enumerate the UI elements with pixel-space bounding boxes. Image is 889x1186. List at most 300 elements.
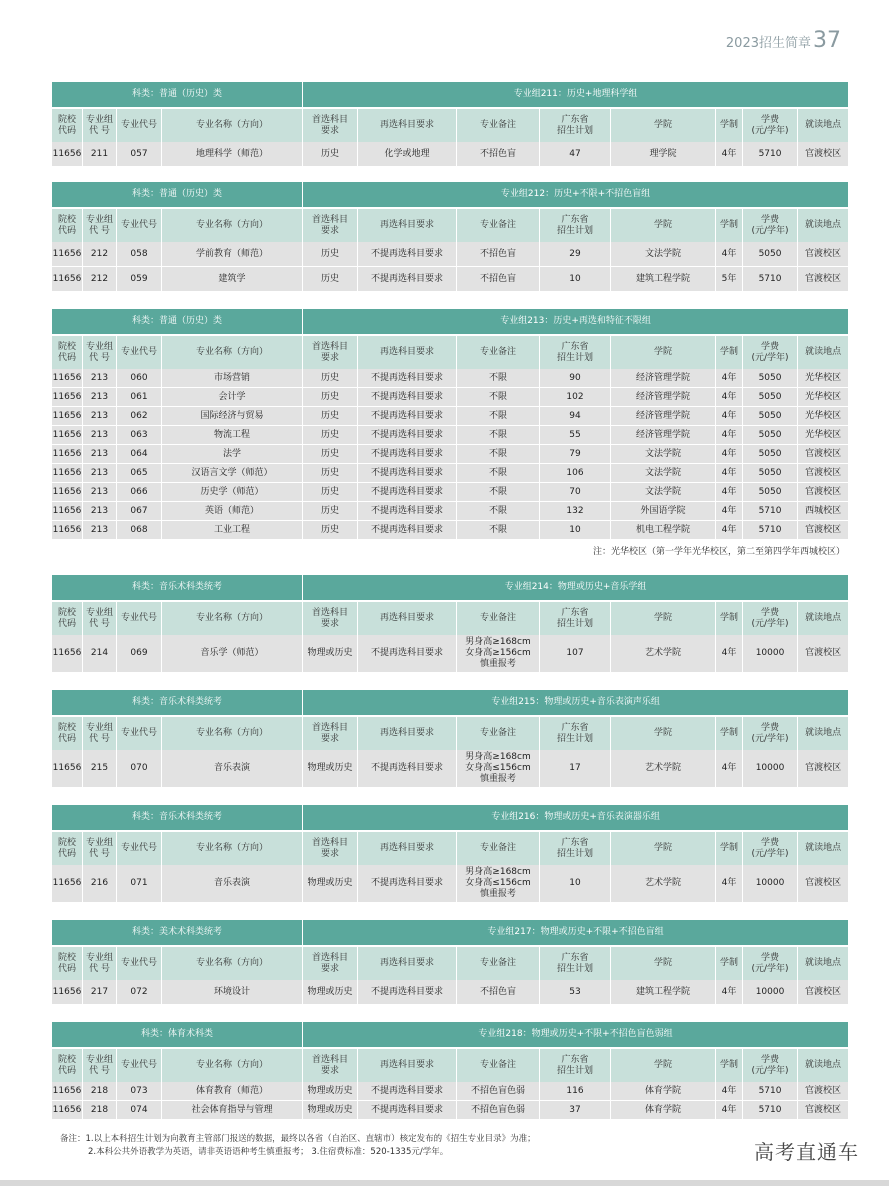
table-cell: 061 — [117, 387, 161, 406]
table-cell: 11656 — [52, 1100, 82, 1119]
major-group-table — [51, 575, 849, 672]
table-cell: 5710 — [743, 520, 797, 539]
column-header: 首选科目 要求 — [303, 600, 357, 635]
table-cell: 065 — [117, 463, 161, 482]
table-cell: 53 — [540, 980, 610, 1004]
table-cell: 213 — [83, 463, 116, 482]
table-cell: 不提再选科目要求 — [358, 980, 456, 1004]
column-header: 就读地点 — [798, 107, 848, 142]
table-cell: 环境设计 — [162, 980, 302, 1004]
table-cell: 4年 — [716, 406, 742, 425]
table-cell: 官渡校区 — [798, 980, 848, 1004]
category-label: 科类：普通（历史）类 — [52, 182, 302, 207]
column-header: 学制 — [716, 945, 742, 980]
table-cell: 059 — [117, 266, 161, 291]
column-header: 学院 — [611, 715, 715, 750]
column-header: 院校 代码 — [52, 830, 82, 865]
table-cell: 069 — [117, 635, 161, 672]
table-cell: 211 — [83, 142, 116, 166]
table-cell: 官渡校区 — [798, 444, 848, 463]
table-cell: 4年 — [716, 463, 742, 482]
column-header: 专业组 代 号 — [83, 945, 116, 980]
column-header: 专业组 代 号 — [83, 1047, 116, 1082]
column-header-row — [52, 945, 848, 980]
table-cell: 11656 — [52, 369, 82, 387]
major-group-table — [51, 920, 849, 1004]
table-cell: 官渡校区 — [798, 242, 848, 266]
table-cell: 11656 — [52, 406, 82, 425]
table-cell: 94 — [540, 406, 610, 425]
table-cell: 历史 — [303, 369, 357, 387]
group-title: 专业组214：物理或历史+音乐学组 — [303, 575, 848, 600]
table-cell: 4年 — [716, 750, 742, 787]
table-cell: 058 — [117, 242, 161, 266]
table-cell: 不提再选科目要求 — [358, 266, 456, 291]
table-cell: 地理科学（师范） — [162, 142, 302, 166]
table-cell: 5050 — [743, 463, 797, 482]
column-header: 首选科目 要求 — [303, 334, 357, 369]
column-header: 学制 — [716, 334, 742, 369]
table-cell: 107 — [540, 635, 610, 672]
table-cell: 历史 — [303, 266, 357, 291]
column-header: 再选科目要求 — [358, 1047, 456, 1082]
table-cell: 213 — [83, 444, 116, 463]
table-cell: 不提再选科目要求 — [358, 425, 456, 444]
column-header: 学费 (元/学年) — [743, 334, 797, 369]
table-cell: 106 — [540, 463, 610, 482]
table-cell: 不限 — [457, 520, 539, 539]
column-header: 专业名称（方向） — [162, 715, 302, 750]
column-header: 就读地点 — [798, 715, 848, 750]
table-cell: 不限 — [457, 463, 539, 482]
footnote — [60, 1133, 620, 1159]
table-cell: 067 — [117, 501, 161, 520]
column-header: 学费 (元/学年) — [743, 207, 797, 242]
table-cell: 法学 — [162, 444, 302, 463]
column-header: 学院 — [611, 945, 715, 980]
table-cell: 历史 — [303, 444, 357, 463]
column-header: 学费 (元/学年) — [743, 830, 797, 865]
column-header: 学费 (元/学年) — [743, 107, 797, 142]
table-cell: 17 — [540, 750, 610, 787]
table-cell: 5710 — [743, 266, 797, 291]
column-header: 专业组 代 号 — [83, 830, 116, 865]
table-cell: 213 — [83, 406, 116, 425]
table-cell: 212 — [83, 266, 116, 291]
table-cell: 建筑工程学院 — [611, 980, 715, 1004]
major-group-block — [51, 309, 845, 557]
table-cell: 历史 — [303, 425, 357, 444]
column-header-row — [52, 600, 848, 635]
column-header: 专业名称（方向） — [162, 1047, 302, 1082]
major-group-table — [51, 805, 849, 902]
table-cell: 不限 — [457, 425, 539, 444]
table-cell: 物理或历史 — [303, 1100, 357, 1119]
column-header: 首选科目 要求 — [303, 715, 357, 750]
column-header: 院校 代码 — [52, 107, 82, 142]
major-group-block — [51, 575, 845, 672]
column-header: 首选科目 要求 — [303, 207, 357, 242]
table-cell: 官渡校区 — [798, 482, 848, 501]
column-header-row — [52, 1047, 848, 1082]
major-group-table — [51, 82, 849, 166]
table-cell: 不提再选科目要求 — [358, 463, 456, 482]
column-header: 就读地点 — [798, 334, 848, 369]
table-cell: 历史 — [303, 501, 357, 520]
brochure-title: 2023招生简章 — [725, 36, 811, 51]
table-cell: 英语（师范） — [162, 501, 302, 520]
table-cell: 11656 — [52, 750, 82, 787]
table-cell: 10000 — [743, 635, 797, 672]
table-cell: 官渡校区 — [798, 750, 848, 787]
table-row — [52, 266, 848, 291]
table-row — [52, 482, 848, 501]
column-header: 首选科目 要求 — [303, 945, 357, 980]
table-cell: 不招色盲 — [457, 142, 539, 166]
column-header: 院校 代码 — [52, 207, 82, 242]
table-cell: 艺术学院 — [611, 865, 715, 902]
group-title: 专业组213：历史+再选和特征不限组 — [303, 309, 848, 334]
column-header: 再选科目要求 — [358, 945, 456, 980]
table-cell: 男身高≥168cm 女身高≤156cm 慎重报考 — [457, 865, 539, 902]
table-cell: 11656 — [52, 425, 82, 444]
table-cell: 5050 — [743, 482, 797, 501]
column-header: 专业名称（方向） — [162, 334, 302, 369]
column-header: 学费 (元/学年) — [743, 600, 797, 635]
table-cell: 不提再选科目要求 — [358, 520, 456, 539]
column-header: 专业备注 — [457, 600, 539, 635]
table-cell: 光华校区 — [798, 369, 848, 387]
table-cell: 艺术学院 — [611, 635, 715, 672]
column-header: 学费 (元/学年) — [743, 1047, 797, 1082]
table-cell: 11656 — [52, 463, 82, 482]
table-cell: 11656 — [52, 242, 82, 266]
column-header: 学制 — [716, 830, 742, 865]
table-cell: 11656 — [52, 980, 82, 1004]
table-cell: 4年 — [716, 482, 742, 501]
table-cell: 11656 — [52, 1082, 82, 1100]
table-cell: 外国语学院 — [611, 501, 715, 520]
column-header: 专业名称（方向） — [162, 107, 302, 142]
major-group-table — [51, 1022, 849, 1119]
column-header: 广东省 招生计划 — [540, 715, 610, 750]
column-header: 专业组 代 号 — [83, 334, 116, 369]
category-label: 科类：普通（历史）类 — [52, 309, 302, 334]
watermark-text: 高考直通车 — [754, 1140, 859, 1164]
column-header: 就读地点 — [798, 207, 848, 242]
table-cell: 116 — [540, 1082, 610, 1100]
table-cell: 不提再选科目要求 — [358, 501, 456, 520]
table-cell: 213 — [83, 369, 116, 387]
column-header: 首选科目 要求 — [303, 107, 357, 142]
column-header: 学院 — [611, 334, 715, 369]
column-header: 专业代号 — [117, 830, 161, 865]
category-label: 科类：体育术科类 — [52, 1022, 302, 1047]
table-cell: 文法学院 — [611, 444, 715, 463]
footnote-line-1: 备注：1.以上本科招生计划为向教育主管部门报送的数据，最终以各省（自治区、直辖市）核定发布的《招生专业目录》为准； — [60, 1134, 536, 1144]
table-cell: 10000 — [743, 865, 797, 902]
column-header: 专业备注 — [457, 830, 539, 865]
table-cell: 官渡校区 — [798, 865, 848, 902]
table-cell: 西城校区 — [798, 501, 848, 520]
column-header: 专业组 代 号 — [83, 107, 116, 142]
column-header: 专业备注 — [457, 945, 539, 980]
table-cell: 4年 — [716, 635, 742, 672]
campus-note: 注：光华校区（第一学年光华校区，第二至第四学年西城校区） — [592, 547, 845, 557]
column-header: 学制 — [716, 1047, 742, 1082]
column-header: 专业组 代 号 — [83, 600, 116, 635]
table-cell: 4年 — [716, 444, 742, 463]
table-row — [52, 520, 848, 539]
table-cell: 不招色盲 — [457, 242, 539, 266]
group-title: 专业组211：历史+地理科学组 — [303, 82, 848, 107]
column-header: 首选科目 要求 — [303, 1047, 357, 1082]
group-title: 专业组212：历史+不限+不招色盲组 — [303, 182, 848, 207]
table-cell: 11656 — [52, 387, 82, 406]
table-cell: 5050 — [743, 369, 797, 387]
table-cell: 90 — [540, 369, 610, 387]
major-group-block — [51, 920, 845, 1004]
table-cell: 213 — [83, 387, 116, 406]
table-row — [52, 242, 848, 266]
column-header: 学院 — [611, 600, 715, 635]
table-cell: 057 — [117, 142, 161, 166]
column-header: 学院 — [611, 207, 715, 242]
footnote-line-2: 2.本科公共外语教学为英语，请非英语语种考生慎重报考； 3.住宿费标准：520-1335元/学年。 — [88, 1147, 449, 1157]
table-cell: 213 — [83, 482, 116, 501]
table-cell: 11656 — [52, 501, 82, 520]
table-cell: 不招色盲色弱 — [457, 1082, 539, 1100]
table-cell: 218 — [83, 1100, 116, 1119]
category-label: 科类：音乐术科类统考 — [52, 805, 302, 830]
column-header-row — [52, 107, 848, 142]
table-cell: 072 — [117, 980, 161, 1004]
page-number: 37 — [813, 28, 841, 53]
table-cell: 会计学 — [162, 387, 302, 406]
column-header: 广东省 招生计划 — [540, 334, 610, 369]
table-cell: 官渡校区 — [798, 1082, 848, 1100]
column-header: 学制 — [716, 207, 742, 242]
major-group-block — [51, 805, 845, 902]
column-header: 院校 代码 — [52, 334, 82, 369]
table-cell: 4年 — [716, 425, 742, 444]
table-cell: 物理或历史 — [303, 750, 357, 787]
column-header: 就读地点 — [798, 945, 848, 980]
table-cell: 经济管理学院 — [611, 425, 715, 444]
table-cell: 5050 — [743, 444, 797, 463]
group-title: 专业组215：物理或历史+音乐表演声乐组 — [303, 690, 848, 715]
table-cell: 不提再选科目要求 — [358, 444, 456, 463]
column-header: 专业名称（方向） — [162, 207, 302, 242]
column-header: 专业名称（方向） — [162, 830, 302, 865]
major-group-block — [51, 82, 845, 166]
table-cell: 066 — [117, 482, 161, 501]
major-group-block — [51, 182, 845, 291]
table-cell: 4年 — [716, 142, 742, 166]
table-cell: 历史学（师范） — [162, 482, 302, 501]
table-cell: 不招色盲 — [457, 266, 539, 291]
table-cell: 5710 — [743, 1082, 797, 1100]
table-cell: 不提再选科目要求 — [358, 1100, 456, 1119]
table-cell: 不提再选科目要求 — [358, 242, 456, 266]
table-cell: 音乐表演 — [162, 750, 302, 787]
table-cell: 体育教育（师范） — [162, 1082, 302, 1100]
column-header: 再选科目要求 — [358, 207, 456, 242]
column-header-row — [52, 334, 848, 369]
table-cell: 经济管理学院 — [611, 387, 715, 406]
table-cell: 11656 — [52, 266, 82, 291]
column-header: 再选科目要求 — [358, 830, 456, 865]
table-cell: 建筑工程学院 — [611, 266, 715, 291]
table-cell: 10 — [540, 865, 610, 902]
table-cell: 不提再选科目要求 — [358, 1082, 456, 1100]
table-cell: 官渡校区 — [798, 142, 848, 166]
table-cell: 物理或历史 — [303, 865, 357, 902]
table-cell: 男身高≥168cm 女身高≥156cm 慎重报考 — [457, 635, 539, 672]
table-cell: 132 — [540, 501, 610, 520]
column-header: 再选科目要求 — [358, 600, 456, 635]
table-cell: 理学院 — [611, 142, 715, 166]
major-group-block — [51, 1022, 845, 1119]
table-cell: 10 — [540, 520, 610, 539]
table-cell: 历史 — [303, 406, 357, 425]
major-group-block — [51, 690, 845, 787]
table-cell: 不招色盲 — [457, 980, 539, 1004]
table-cell: 历史 — [303, 387, 357, 406]
table-cell: 不提再选科目要求 — [358, 369, 456, 387]
table-cell: 官渡校区 — [798, 266, 848, 291]
column-header: 专业备注 — [457, 334, 539, 369]
column-header: 专业备注 — [457, 715, 539, 750]
table-cell: 215 — [83, 750, 116, 787]
table-cell: 历史 — [303, 463, 357, 482]
table-cell: 11656 — [52, 635, 82, 672]
table-cell: 073 — [117, 1082, 161, 1100]
group-title: 专业组217：物理或历史+不限+不招色盲组 — [303, 920, 848, 945]
group-title: 专业组218：物理或历史+不限+不招色盲色弱组 — [303, 1022, 848, 1047]
table-cell: 214 — [83, 635, 116, 672]
table-cell: 5050 — [743, 425, 797, 444]
column-header: 专业代号 — [117, 107, 161, 142]
table-cell: 10 — [540, 266, 610, 291]
table-cell: 不提再选科目要求 — [358, 387, 456, 406]
table-cell: 5710 — [743, 142, 797, 166]
table-cell: 光华校区 — [798, 425, 848, 444]
table-cell: 102 — [540, 387, 610, 406]
table-cell: 071 — [117, 865, 161, 902]
bottom-divider — [0, 1180, 889, 1186]
table-row — [52, 501, 848, 520]
column-header: 广东省 招生计划 — [540, 207, 610, 242]
table-cell: 历史 — [303, 242, 357, 266]
table-cell: 不招色盲色弱 — [457, 1100, 539, 1119]
table-cell: 不限 — [457, 501, 539, 520]
column-header: 再选科目要求 — [358, 107, 456, 142]
table-cell: 5年 — [716, 266, 742, 291]
table-cell: 机电工程学院 — [611, 520, 715, 539]
column-header: 学费 (元/学年) — [743, 945, 797, 980]
table-cell: 不提再选科目要求 — [358, 635, 456, 672]
table-cell: 79 — [540, 444, 610, 463]
table-cell: 光华校区 — [798, 406, 848, 425]
table-cell: 官渡校区 — [798, 520, 848, 539]
table-row — [52, 387, 848, 406]
table-cell: 4年 — [716, 387, 742, 406]
column-header: 院校 代码 — [52, 715, 82, 750]
table-row — [52, 980, 848, 1004]
column-header: 学院 — [611, 830, 715, 865]
column-header: 学制 — [716, 715, 742, 750]
table-cell: 11656 — [52, 520, 82, 539]
column-header: 院校 代码 — [52, 600, 82, 635]
table-cell: 062 — [117, 406, 161, 425]
table-row — [52, 1082, 848, 1100]
table-cell: 4年 — [716, 865, 742, 902]
table-cell: 光华校区 — [798, 387, 848, 406]
enrollment-tables — [51, 82, 845, 1137]
table-cell: 063 — [117, 425, 161, 444]
column-header: 广东省 招生计划 — [540, 1047, 610, 1082]
column-header: 专业代号 — [117, 715, 161, 750]
table-cell: 音乐表演 — [162, 865, 302, 902]
table-cell: 4年 — [716, 242, 742, 266]
table-cell: 4年 — [716, 501, 742, 520]
table-cell: 男身高≥168cm 女身高≤156cm 慎重报考 — [457, 750, 539, 787]
column-header: 专业备注 — [457, 1047, 539, 1082]
column-header: 就读地点 — [798, 600, 848, 635]
table-cell: 070 — [117, 750, 161, 787]
column-header: 专业代号 — [117, 207, 161, 242]
table-cell: 文法学院 — [611, 242, 715, 266]
table-cell: 体育学院 — [611, 1082, 715, 1100]
category-label: 科类：音乐术科类统考 — [52, 690, 302, 715]
column-header: 就读地点 — [798, 1047, 848, 1082]
table-cell: 物理或历史 — [303, 980, 357, 1004]
table-cell: 4年 — [716, 369, 742, 387]
table-cell: 官渡校区 — [798, 635, 848, 672]
table-cell: 10000 — [743, 750, 797, 787]
table-row — [52, 142, 848, 166]
table-cell: 不提再选科目要求 — [358, 406, 456, 425]
table-row — [52, 369, 848, 387]
table-cell: 5050 — [743, 387, 797, 406]
column-header: 学制 — [716, 107, 742, 142]
table-cell: 经济管理学院 — [611, 369, 715, 387]
table-row — [52, 865, 848, 902]
table-cell: 068 — [117, 520, 161, 539]
table-cell: 11656 — [52, 865, 82, 902]
table-cell: 5050 — [743, 242, 797, 266]
table-cell: 社会体育指导与管理 — [162, 1100, 302, 1119]
table-cell: 物流工程 — [162, 425, 302, 444]
table-cell: 工业工程 — [162, 520, 302, 539]
column-header: 广东省 招生计划 — [540, 107, 610, 142]
group-title: 专业组216：物理或历史+音乐表演器乐组 — [303, 805, 848, 830]
column-header: 专业代号 — [117, 334, 161, 369]
table-cell: 4年 — [716, 1082, 742, 1100]
table-cell: 历史 — [303, 142, 357, 166]
table-cell: 5710 — [743, 1100, 797, 1119]
table-cell: 70 — [540, 482, 610, 501]
table-cell: 文法学院 — [611, 482, 715, 501]
table-cell: 4年 — [716, 520, 742, 539]
table-row — [52, 1100, 848, 1119]
table-cell: 5710 — [743, 501, 797, 520]
column-header: 首选科目 要求 — [303, 830, 357, 865]
table-cell: 学前教育（师范） — [162, 242, 302, 266]
column-header: 再选科目要求 — [358, 334, 456, 369]
table-cell: 4年 — [716, 1100, 742, 1119]
